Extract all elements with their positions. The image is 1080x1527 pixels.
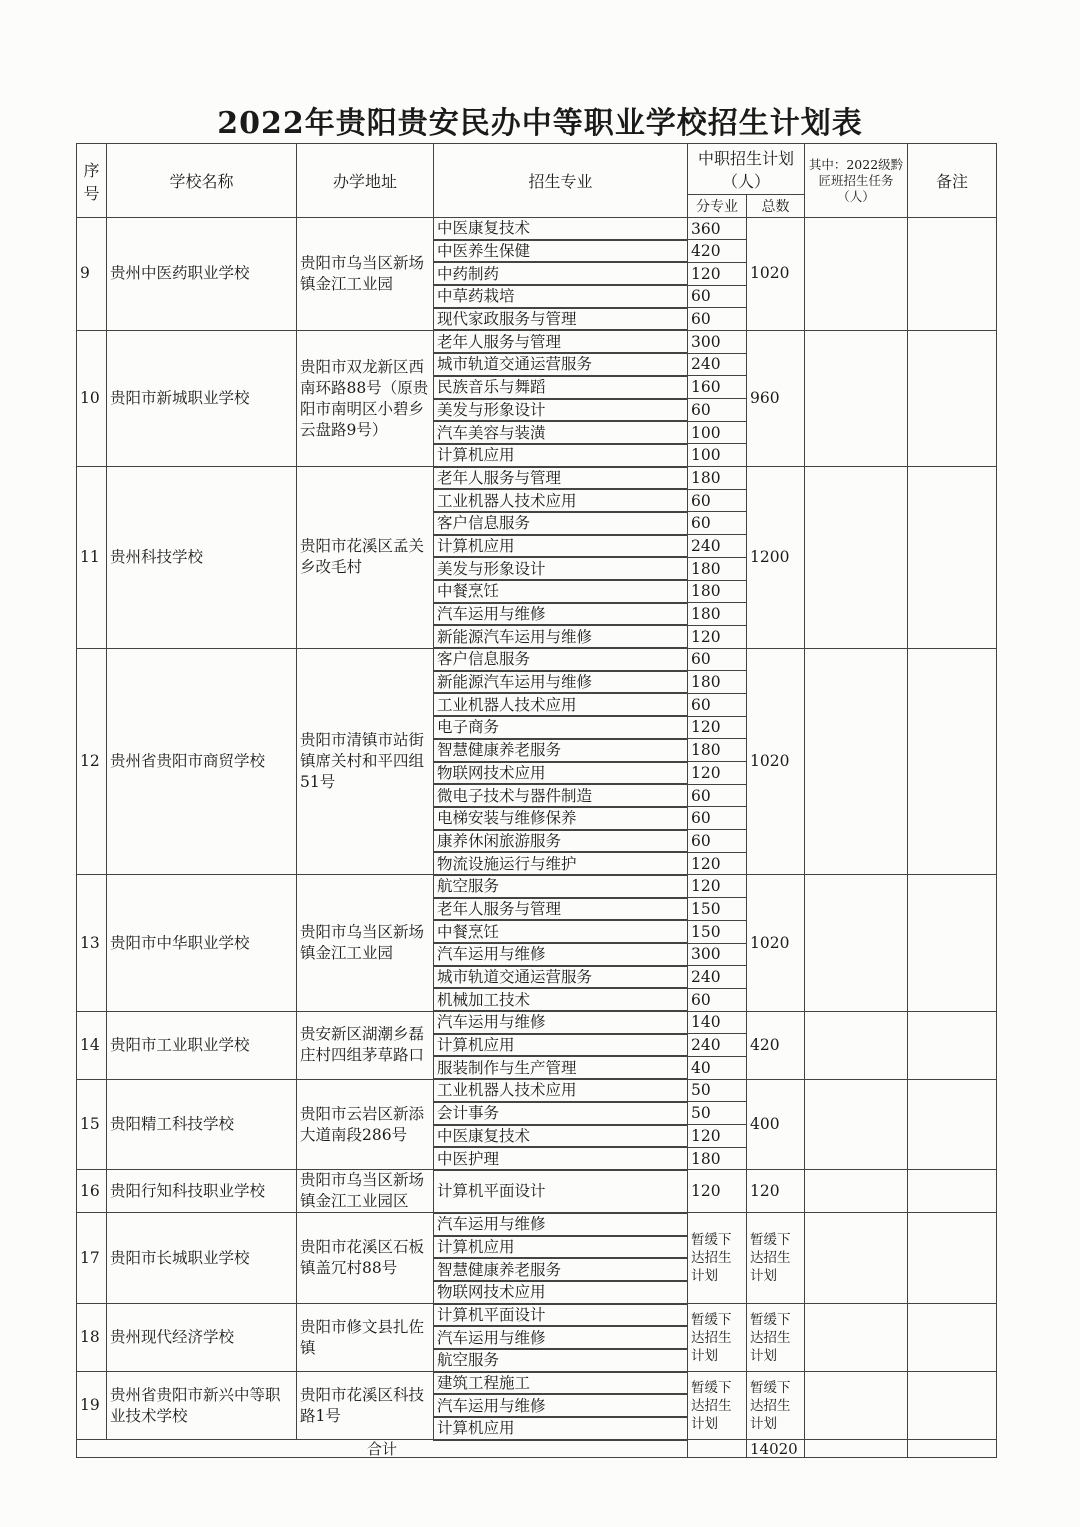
- school-address: 贵安新区湖潮乡磊庄村四组茅草路口: [297, 1011, 434, 1079]
- sum-qian: [805, 1440, 908, 1458]
- major-name: 客户信息服务: [434, 648, 688, 671]
- school-no: 13: [77, 875, 107, 1011]
- school-address: 贵阳市花溪区科技路1号: [297, 1372, 434, 1440]
- plan-by-major: 120: [688, 1125, 747, 1148]
- major-name: 汽车运用与维修: [434, 603, 688, 626]
- qian-task: [805, 218, 908, 331]
- table-row: [77, 648, 997, 671]
- major-name: 计算机平面设计: [434, 1170, 688, 1213]
- major-name: 航空服务: [434, 1349, 688, 1372]
- major-name: 物联网技术应用: [434, 1281, 688, 1304]
- table-row: [77, 1213, 997, 1236]
- qian-task: [805, 1304, 908, 1372]
- school-no: 9: [77, 218, 107, 331]
- plan-by-major: 160: [688, 376, 747, 399]
- plan-total: 1200: [747, 467, 805, 649]
- qian-task: [805, 467, 908, 649]
- major-name: 电子商务: [434, 716, 688, 739]
- plan-by-major: 180: [688, 467, 747, 490]
- major-name: 康养休闲旅游服务: [434, 830, 688, 853]
- header-no: 序号: [77, 144, 107, 218]
- school-name: 贵阳市中华职业学校: [107, 875, 297, 1011]
- school-address: 贵阳市双龙新区西南环路88号（原贵阳市南明区小碧乡云盘路9号）: [297, 330, 434, 466]
- major-name: 航空服务: [434, 875, 688, 898]
- plan-by-major: 100: [688, 444, 747, 467]
- major-name: 服装制作与生产管理: [434, 1056, 688, 1079]
- school-no: 18: [77, 1304, 107, 1372]
- remark: [908, 875, 997, 1011]
- plan-total: 暂缓下达招生计划: [747, 1372, 805, 1440]
- major-name: 城市轨道交通运营服务: [434, 966, 688, 989]
- plan-by-major: 120: [688, 762, 747, 785]
- major-name: 计算机应用: [434, 535, 688, 558]
- plan-by-major: 420: [688, 240, 747, 263]
- plan-by-major: 50: [688, 1102, 747, 1125]
- qian-task: [805, 1011, 908, 1079]
- plan-by-major: 360: [688, 218, 747, 240]
- remark: [908, 1304, 997, 1372]
- plan-total: 420: [747, 1011, 805, 1079]
- plan-by-major: 150: [688, 898, 747, 921]
- school-no: 19: [77, 1372, 107, 1440]
- plan-by-major: 60: [688, 648, 747, 671]
- school-address: 贵阳市花溪区孟关乡改毛村: [297, 467, 434, 649]
- school-name: 贵州中医药职业学校: [107, 218, 297, 331]
- major-name: 城市轨道交通运营服务: [434, 353, 688, 376]
- plan-by-major: 300: [688, 943, 747, 966]
- school-address: 贵阳市清镇市站街镇席关村和平四组51号: [297, 648, 434, 875]
- plan-by-major: 180: [688, 671, 747, 694]
- major-name: 新能源汽车运用与维修: [434, 625, 688, 648]
- qian-task: [805, 1213, 908, 1304]
- major-name: 中餐烹饪: [434, 920, 688, 943]
- table-row: [77, 467, 997, 490]
- major-name: 物联网技术应用: [434, 762, 688, 785]
- major-name: 中医养生保健: [434, 240, 688, 263]
- plan-total: 暂缓下达招生计划: [747, 1304, 805, 1372]
- school-no: 12: [77, 648, 107, 875]
- plan-by-major: 150: [688, 920, 747, 943]
- plan-by-major: 120: [688, 852, 747, 875]
- plan-total: 120: [747, 1170, 805, 1213]
- school-address: 贵阳市云岩区新添大道南段286号: [297, 1079, 434, 1170]
- major-name: 中药制药: [434, 262, 688, 285]
- plan-by-major: 120: [688, 1170, 747, 1213]
- plan-by-major: 100: [688, 421, 747, 444]
- remark: [908, 1170, 997, 1213]
- major-name: 智慧健康养老服务: [434, 1258, 688, 1281]
- major-name: 汽车美容与装潢: [434, 421, 688, 444]
- major-name: 客户信息服务: [434, 512, 688, 535]
- major-name: 现代家政服务与管理: [434, 308, 688, 331]
- table-row: [77, 330, 997, 353]
- school-name: 贵州现代经济学校: [107, 1304, 297, 1372]
- school-name: 贵州省贵阳市商贸学校: [107, 648, 297, 875]
- sum-total: 14020: [747, 1440, 805, 1458]
- school-name: 贵阳行知科技职业学校: [107, 1170, 297, 1213]
- school-address: 贵阳市乌当区新场镇金江工业园区: [297, 1170, 434, 1213]
- enrollment-plan-table: [76, 143, 997, 1458]
- table-row: [77, 875, 997, 898]
- plan-by-major: 240: [688, 966, 747, 989]
- header-major: 招生专业: [434, 144, 688, 218]
- plan-by-major: 120: [688, 716, 747, 739]
- header-plan-by-major: 分专业: [688, 195, 747, 218]
- header-remark: 备注: [908, 144, 997, 218]
- school-address: 贵阳市修文县扎佐镇: [297, 1304, 434, 1372]
- plan-by-major: 180: [688, 1147, 747, 1170]
- plan-by-major-pending: 暂缓下达招生计划: [688, 1213, 747, 1304]
- school-name: 贵阳市工业职业学校: [107, 1011, 297, 1079]
- table-row: [77, 1170, 997, 1213]
- major-name: 计算机应用: [434, 1034, 688, 1057]
- major-name: 建筑工程施工: [434, 1372, 688, 1395]
- school-no: 11: [77, 467, 107, 649]
- major-name: 电梯安装与维修保养: [434, 807, 688, 830]
- table-row: [77, 1372, 997, 1395]
- major-name: 中医康复技术: [434, 1125, 688, 1148]
- major-name: 老年人服务与管理: [434, 898, 688, 921]
- major-name: 计算机应用: [434, 1417, 688, 1440]
- table-row: [77, 1079, 997, 1102]
- remark: [908, 218, 997, 331]
- plan-total: 1020: [747, 218, 805, 331]
- plan-by-major: 60: [688, 512, 747, 535]
- page-title: 2022年贵阳贵安民办中等职业学校招生计划表: [217, 106, 863, 141]
- school-no: 10: [77, 330, 107, 466]
- major-name: 中医护理: [434, 1147, 688, 1170]
- plan-total: 1020: [747, 875, 805, 1011]
- plan-by-major: 50: [688, 1079, 747, 1102]
- qian-task: [805, 330, 908, 466]
- major-name: 机械加工技术: [434, 988, 688, 1011]
- plan-by-major: 60: [688, 988, 747, 1011]
- plan-by-major: 60: [688, 399, 747, 422]
- major-name: 老年人服务与管理: [434, 467, 688, 490]
- remark: [908, 1213, 997, 1304]
- remark: [908, 1079, 997, 1170]
- major-name: 物流设施运行与维护: [434, 852, 688, 875]
- remark: [908, 330, 997, 466]
- sum-by-major: [688, 1440, 747, 1458]
- plan-by-major: 140: [688, 1011, 747, 1034]
- school-name: 贵州省贵阳市新兴中等职业技术学校: [107, 1372, 297, 1440]
- major-name: 汽车运用与维修: [434, 1213, 688, 1236]
- plan-by-major: 180: [688, 603, 747, 626]
- major-name: 中草药栽培: [434, 285, 688, 308]
- major-name: 计算机应用: [434, 444, 688, 467]
- school-name: 贵阳精工科技学校: [107, 1079, 297, 1170]
- plan-total: 400: [747, 1079, 805, 1170]
- school-address: 贵阳市乌当区新场镇金江工业园: [297, 875, 434, 1011]
- major-name: 工业机器人技术应用: [434, 693, 688, 716]
- major-name: 美发与形象设计: [434, 399, 688, 422]
- school-address: 贵阳市乌当区新场镇金江工业园: [297, 218, 434, 331]
- sum-label: 合计: [77, 1440, 688, 1458]
- table-row: [77, 1011, 997, 1034]
- header-plan-total: 总数: [747, 195, 805, 218]
- plan-by-major: 180: [688, 557, 747, 580]
- major-name: 汽车运用与维修: [434, 1011, 688, 1034]
- plan-by-major: 180: [688, 580, 747, 603]
- qian-task: [805, 1170, 908, 1213]
- header-address: 办学地址: [297, 144, 434, 218]
- school-no: 15: [77, 1079, 107, 1170]
- plan-by-major: 120: [688, 875, 747, 898]
- major-name: 中餐烹饪: [434, 580, 688, 603]
- major-name: 智慧健康养老服务: [434, 739, 688, 762]
- table-row: [77, 218, 997, 240]
- major-name: 微电子技术与器件制造: [434, 784, 688, 807]
- qian-task: [805, 648, 908, 875]
- plan-by-major: 300: [688, 330, 747, 353]
- plan-by-major: 60: [688, 285, 747, 308]
- school-no: 17: [77, 1213, 107, 1304]
- plan-by-major-pending: 暂缓下达招生计划: [688, 1372, 747, 1440]
- plan-by-major: 60: [688, 830, 747, 853]
- school-name: 贵阳市新城职业学校: [107, 330, 297, 466]
- plan-by-major: 120: [688, 625, 747, 648]
- major-name: 汽车运用与维修: [434, 943, 688, 966]
- major-name: 会计事务: [434, 1102, 688, 1125]
- major-name: 中医康复技术: [434, 218, 688, 240]
- qian-task: [805, 1079, 908, 1170]
- school-no: 16: [77, 1170, 107, 1213]
- school-address: 贵阳市花溪区石板镇盖冗村88号: [297, 1213, 434, 1304]
- remark: [908, 1011, 997, 1079]
- plan-by-major: 60: [688, 784, 747, 807]
- sum-row: [77, 1440, 997, 1458]
- major-name: 工业机器人技术应用: [434, 1079, 688, 1102]
- major-name: 新能源汽车运用与维修: [434, 671, 688, 694]
- table-row: [77, 1304, 997, 1327]
- major-name: 计算机应用: [434, 1236, 688, 1259]
- plan-total: 暂缓下达招生计划: [747, 1213, 805, 1304]
- remark: [908, 648, 997, 875]
- plan-by-major: 180: [688, 739, 747, 762]
- plan-by-major-pending: 暂缓下达招生计划: [688, 1304, 747, 1372]
- plan-by-major: 240: [688, 353, 747, 376]
- qian-task: [805, 1372, 908, 1440]
- school-no: 14: [77, 1011, 107, 1079]
- qian-task: [805, 875, 908, 1011]
- plan-by-major: 40: [688, 1056, 747, 1079]
- sum-remark: [908, 1440, 997, 1458]
- major-name: 老年人服务与管理: [434, 330, 688, 353]
- plan-by-major: 240: [688, 535, 747, 558]
- major-name: 计算机平面设计: [434, 1304, 688, 1327]
- school-name: 贵州科技学校: [107, 467, 297, 649]
- header-plan: 中职招生计划（人）: [688, 144, 805, 195]
- plan-total: 1020: [747, 648, 805, 875]
- plan-by-major: 240: [688, 1034, 747, 1057]
- plan-by-major: 60: [688, 489, 747, 512]
- school-name: 贵阳市长城职业学校: [107, 1213, 297, 1304]
- major-name: 美发与形象设计: [434, 557, 688, 580]
- major-name: 民族音乐与舞蹈: [434, 376, 688, 399]
- plan-by-major: 60: [688, 308, 747, 331]
- remark: [908, 467, 997, 649]
- major-name: 汽车运用与维修: [434, 1326, 688, 1349]
- plan-by-major: 60: [688, 693, 747, 716]
- plan-by-major: 60: [688, 807, 747, 830]
- header-school: 学校名称: [107, 144, 297, 218]
- remark: [908, 1372, 997, 1440]
- header-qian: 其中：2022级黔匠班招生任务（人）: [805, 144, 908, 218]
- table-body: [77, 218, 997, 1458]
- plan-total: 960: [747, 330, 805, 466]
- major-name: 汽车运用与维修: [434, 1394, 688, 1417]
- plan-by-major: 120: [688, 262, 747, 285]
- major-name: 工业机器人技术应用: [434, 489, 688, 512]
